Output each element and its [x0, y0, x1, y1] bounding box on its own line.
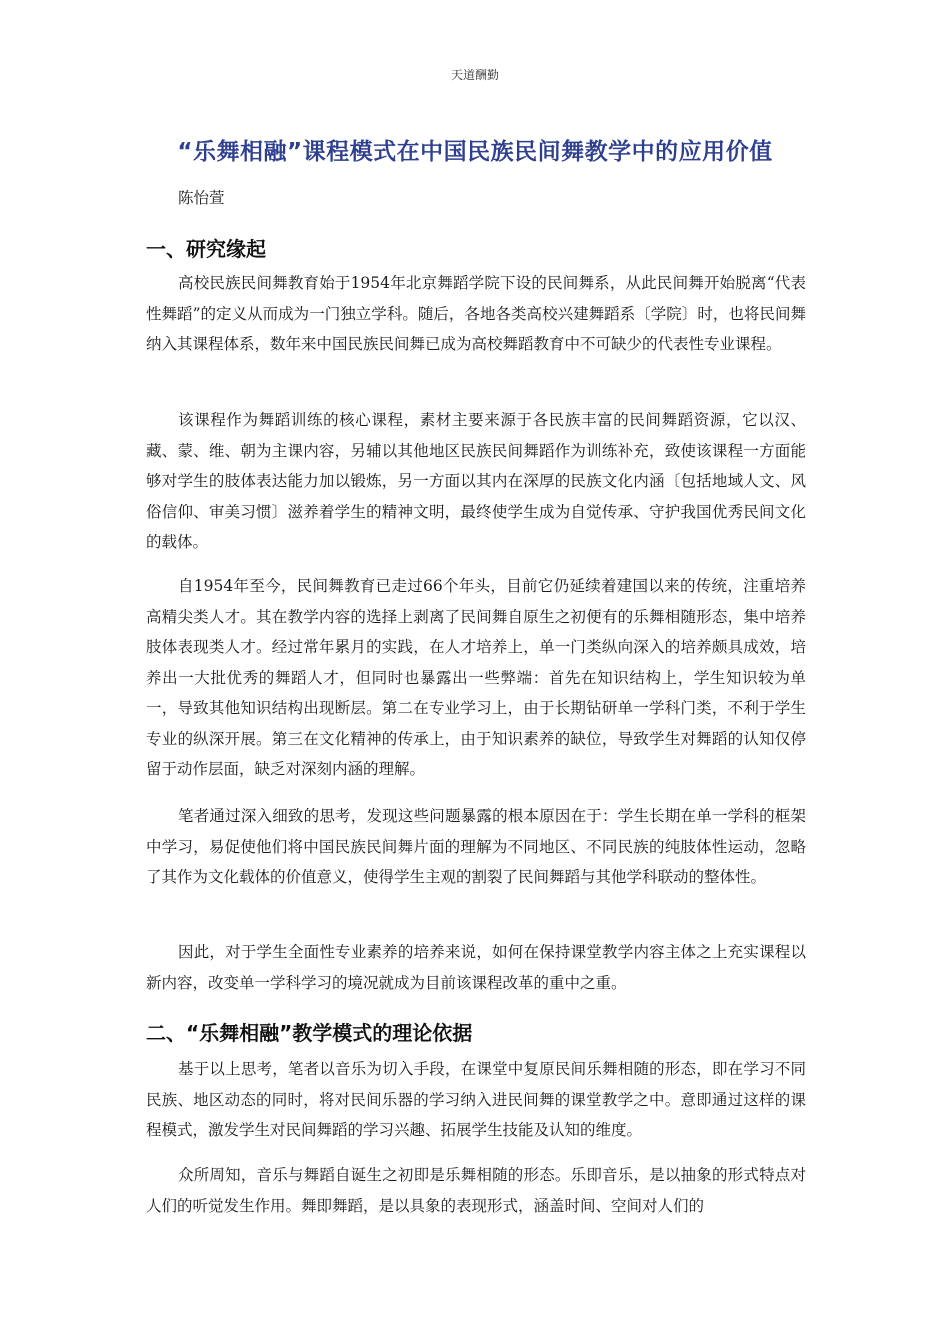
author-name: 陈怡萱: [178, 189, 225, 207]
paragraph: 因此，对于学生全面性专业素养的培养来说，如何在保持课堂教学内容主体之上充实课程以新内容，改变单一学科学习的境况就成为目前该课程改革的重中之重。: [146, 943, 806, 992]
document-title: “乐舞相融”课程模式在中国民族民间舞教学中的应用价值: [177, 139, 773, 165]
section-heading-1: 一、研究缘起: [146, 237, 266, 261]
paragraph: 高校民族民间舞教育始于1954年北京舞蹈学院下设的民间舞系，从此民间舞开始脱离“代表性舞蹈”的定义从而成为一门独立学科。随后，各地各类高校兴建舞蹈系〔学院〕时，也将民间舞纳入其课程体系，数年来中国民族民间舞已成为高校舞蹈教育中不可缺少的代表性专业课程。: [146, 274, 806, 353]
page-header: 天道酬勤: [450, 68, 499, 82]
section-heading-2: 二、“乐舞相融”教学模式的理论依据: [146, 1021, 473, 1045]
paragraph: 众所周知，音乐与舞蹈自诞生之初即是乐舞相随的形态。乐即音乐，是以抽象的形式特点对人们的听觉发生作用。舞即舞蹈，是以具象的表现形式，涵盖时间、空间对人们的: [146, 1166, 806, 1215]
paragraph: 该课程作为舞蹈训练的核心课程，素材主要来源于各民族丰富的民间舞蹈资源，它以汉、藏、蒙、维、朝为主课内容，另辅以其他地区民族民间舞蹈作为训练补充，致使该课程一方面能够对学生的肢体表达能力加以锻炼，另一方面以其内在深厚的民族文化内涵〔包括地域人文、风俗信仰、审美习惯〕滋养着学生的精神文明，最终使学生成为自觉传承、守护我国优秀民间文化的载体。: [146, 411, 806, 551]
paragraph: 基于以上思考，笔者以音乐为切入手段，在课堂中复原民间乐舞相随的形态，即在学习不同民族、地区动态的同时，将对民间乐器的学习纳入进民间舞的课堂教学之中。意即通过这样的课程模式，激发学生对民间舞蹈的学习兴趣、拓展学生技能及认知的维度。: [146, 1060, 806, 1139]
paragraph: 自1954年至今，民间舞教育已走过66个年头，目前它仍延续着建国以来的传统，注重培养高精尖类人才。其在教学内容的选择上剥离了民间舞自原生之初便有的乐舞相随形态，集中培养肢体表现类人才。经过常年累月的实践，在人才培养上，单一门类纵向深入的培养颇具成效，培养出一大批优秀的舞蹈人才，但同时也暴露出一些弊端：首先在知识结构上，学生知识较为单一，导致其他知识结构出现断层。第二在专业学习上，由于长期钻研单一学科门类，不利于学生专业的纵深开展。第三在文化精神的传承上，由于知识素养的缺位，导致学生对舞蹈的认知仅停留于动作层面，缺乏对深刻内涵的理解。: [146, 577, 806, 778]
paragraph: 笔者通过深入细致的思考，发现这些问题暴露的根本原因在于：学生长期在单一学科的框架中学习，易促使他们将中国民族民间舞片面的理解为不同地区、不同民族的纯肢体性运动，忽略了其作为文化载体的价值意义，使得学生主观的割裂了民间舞蹈与其他学科联动的整体性。: [146, 807, 806, 886]
